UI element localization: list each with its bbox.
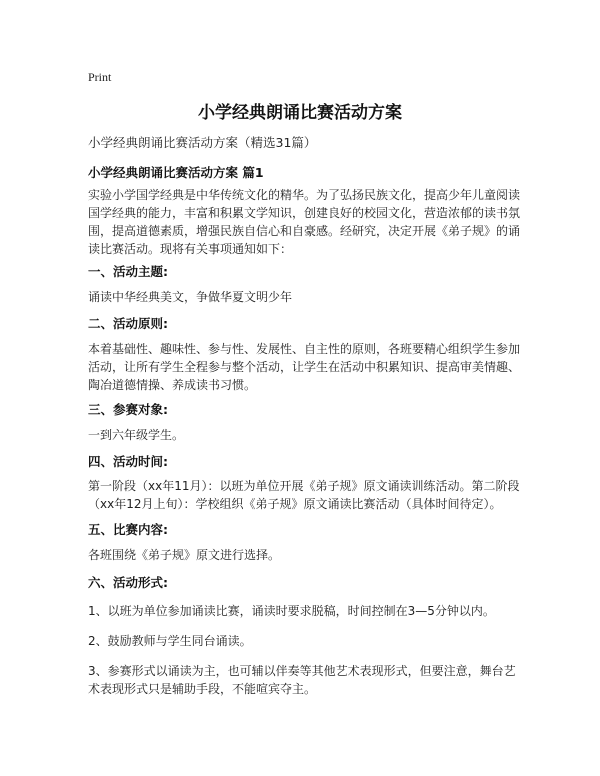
intro-line: 实验小学国学经典是中华传统文化的精华。为了弘扬民族文化，提高少年儿童阅读	[88, 188, 521, 202]
form-item-3-line: 术表现形式只是辅助手段，不能喧宾夺主。	[88, 682, 317, 696]
form-item-1: 1、以班为单位参加诵读比赛，诵读时要求脱稿，时间控制在3—5分钟以内。	[88, 604, 495, 618]
participants-text: 一到六年级学生。	[88, 428, 185, 442]
principle-line: 活动，让所有学生全程参与整个活动，让学生在活动中积累知识、提高审美情趣、	[88, 360, 521, 374]
form-item-3-line: 3、参赛形式以诵读为主，也可辅以伴奏等其他艺术表现形式，但要注意，舞台艺	[88, 664, 516, 678]
document-title: 小学经典朗诵比赛活动方案	[198, 103, 402, 123]
content-text: 各班围绕《弟子规》原文进行选择。	[88, 548, 281, 562]
intro-line: 围，提高道德素质，增强民族自信心和自豪感。经研究，决定开展《弟子规》的诵	[88, 224, 521, 238]
article-heading: 小学经典朗诵比赛活动方案 篇1	[88, 165, 264, 180]
print-label[interactable]: Print	[88, 70, 112, 84]
principle-heading: 二、活动原则:	[88, 316, 168, 331]
theme-text: 诵读中华经典美文，争做华夏文明少年	[88, 290, 293, 304]
time-line: 第一阶段（xx年11月）：以班为单位开展《弟子规》原文诵读训练活动。第二阶段	[88, 479, 520, 493]
form-heading: 六、活动形式:	[88, 575, 168, 590]
time-heading: 四、活动时间:	[88, 454, 168, 469]
principle-line: 本着基础性、趣味性、参与性、发展性、自主性的原则，各班要精心组织学生参加	[88, 342, 521, 356]
intro-line: 读比赛活动。现将有关事项通知如下：	[88, 242, 293, 256]
form-item-2: 2、鼓励教师与学生同台诵读。	[88, 634, 252, 648]
intro-line: 国学经典的能力，丰富和积累文学知识，创建良好的校园文化，营造浓郁的读书氛	[88, 206, 521, 220]
document-subtitle: 小学经典朗诵比赛活动方案（精选31篇）	[88, 135, 317, 150]
principle-line: 陶冶道德情操、养成读书习惯。	[88, 378, 257, 392]
participants-heading: 三、参赛对象:	[88, 402, 168, 417]
content-heading: 五、比赛内容:	[88, 522, 168, 537]
time-line: （xx年12月上旬）：学校组织《弟子规》原文诵读比赛活动（具体时间待定）。	[88, 497, 502, 511]
theme-heading: 一、活动主题:	[88, 264, 168, 279]
